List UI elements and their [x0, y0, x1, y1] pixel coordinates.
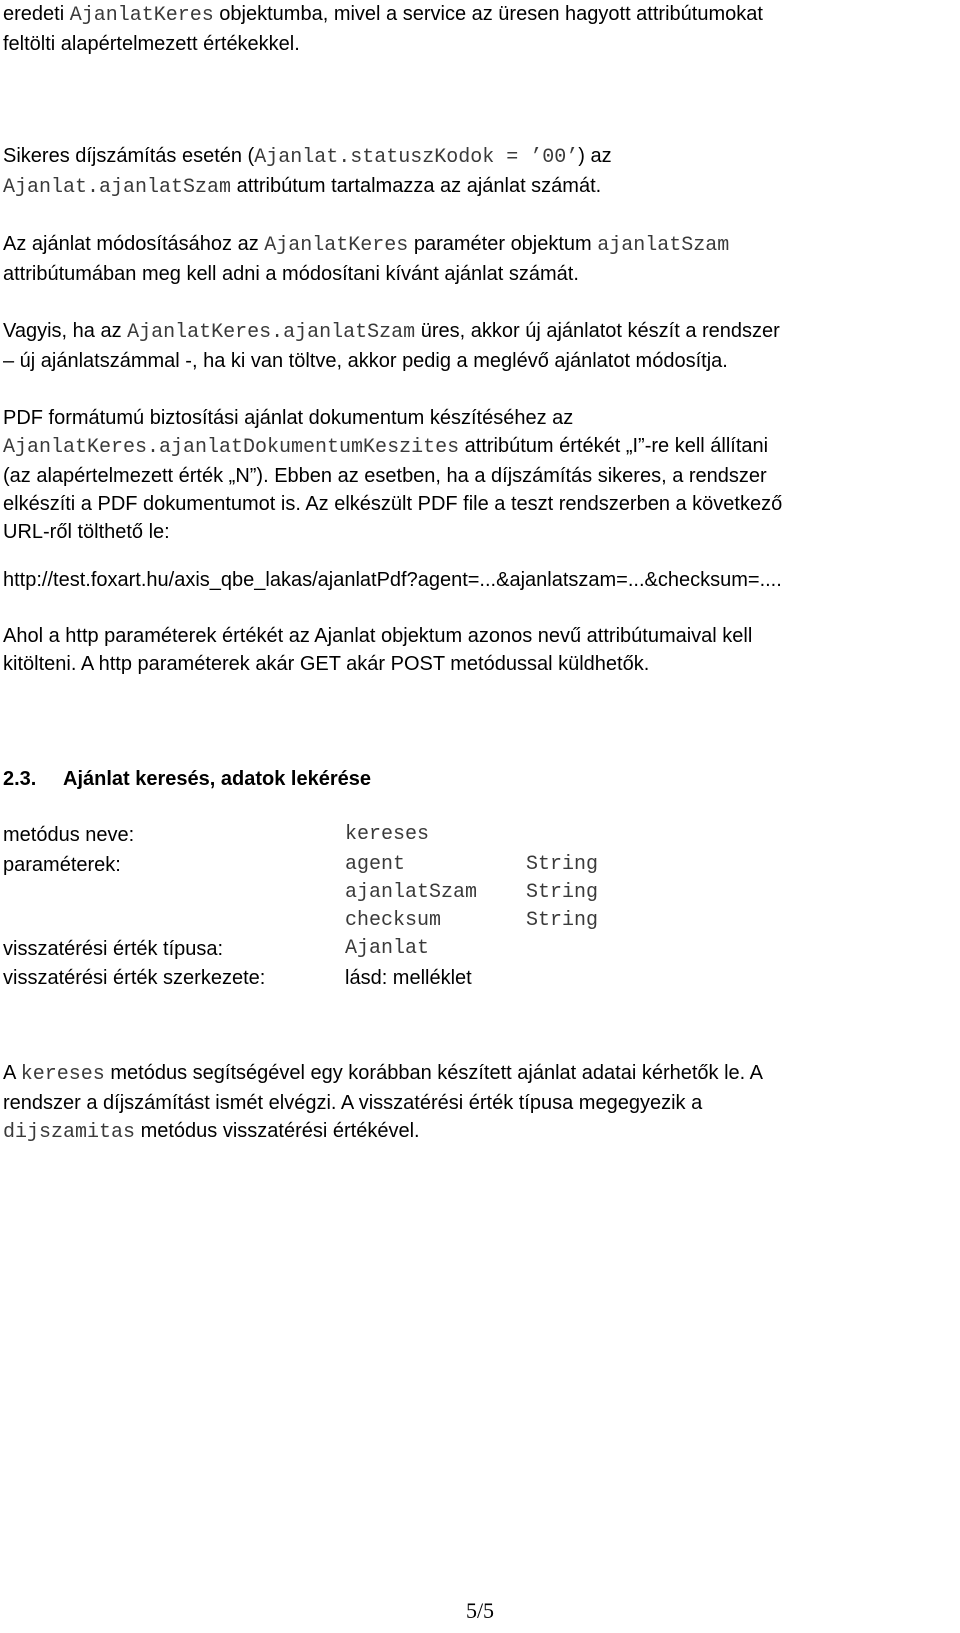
code-ajanlatdokumentumkeszites: AjanlatKeres.ajanlatDokumentumKeszites	[3, 436, 460, 459]
params-label: paraméterek:	[3, 854, 121, 876]
text: eredeti	[3, 3, 70, 25]
code-kereses: kereses	[20, 1063, 105, 1086]
code-ajanlatszam: ajanlatSzam	[597, 234, 730, 257]
text: Vagyis, ha az	[3, 320, 128, 342]
text: PDF formátumú biztosítási ajánlat dokumentum készítéséhez az	[3, 407, 574, 429]
param-type: String	[526, 881, 599, 904]
text: attribútum értékét „I”-re kell állítani	[459, 435, 769, 457]
text: ) az	[578, 145, 612, 167]
empty-number-paragraph	[3, 317, 953, 375]
return-type-label: visszatérési érték típusa:	[3, 938, 224, 960]
text: rendszer a díjszámítást ismét elvégzi. A visszatérési érték típusa megegyezik a	[3, 1092, 703, 1114]
text: kitölteni. A http paraméterek akár GET akár POST metódussal küldhetők.	[3, 653, 650, 675]
param-type: String	[526, 909, 599, 932]
return-struct-value: lásd: melléklet	[345, 967, 472, 989]
text: metódus segítségével egy korábban készített ajánlat adatai kérhetők le. A	[104, 1062, 763, 1084]
method-description-paragraph	[3, 1059, 953, 1147]
method-name-label: metódus neve:	[3, 824, 135, 846]
param-name: checksum	[345, 909, 442, 932]
modify-paragraph	[3, 230, 953, 288]
text: attribútum tartalmazza az ajánlat számát.	[231, 175, 602, 197]
text: feltölti alapértelmezett értékekkel.	[3, 33, 300, 55]
text: attribútumában meg kell adni a módosítani kívánt ajánlat számát.	[3, 263, 579, 285]
return-type-value: Ajanlat	[345, 937, 430, 960]
url-text: http://test.foxart.hu/axis_qbe_lakas/ajanlatPdf?agent=...&ajanlatszam=...&checksum=....	[3, 569, 782, 591]
section-heading	[3, 765, 371, 793]
param-type: String	[526, 853, 599, 876]
intro-paragraph	[3, 0, 953, 58]
text: paraméter objektum	[408, 233, 598, 255]
code-statuszkodok: Ajanlat.statuszKodok = ’00’	[254, 146, 579, 169]
success-paragraph	[3, 142, 953, 202]
text: (az alapértelmezett érték „N”). Ebben az esetben, ha a díjszámítás sikeres, a rendszer	[3, 465, 767, 487]
pdf-paragraph	[3, 404, 953, 546]
text: elkészíti a PDF dokumentumot is. Az elkészült PDF file a teszt rendszerben a következő	[3, 493, 783, 515]
text: Ahol a http paraméterek értékét az Ajanlat objektum azonos nevű attribútumaival kell	[3, 625, 753, 647]
text: üres, akkor új ajánlatot készít a rendszer	[415, 320, 780, 342]
return-struct-label: visszatérési érték szerkezete:	[3, 967, 266, 989]
text: metódus visszatérési értékével.	[135, 1120, 420, 1142]
text: URL-ről tölthető le:	[3, 521, 170, 543]
code-dijszamitas: dijszamitas	[3, 1121, 136, 1144]
http-params-paragraph	[3, 622, 953, 678]
page-number: 5/5	[465, 1598, 495, 1623]
text: Az ajánlat módosításához az	[3, 233, 265, 255]
text: A	[3, 1062, 21, 1084]
text: – új ajánlatszámmal -, ha ki van töltve, akkor pedig a meglévő ajánlatot módosítja.	[3, 350, 728, 372]
code-ajanlatkeres: AjanlatKeres	[264, 234, 409, 257]
code-ajanlatkeres: AjanlatKeres	[69, 4, 214, 27]
section-title: Ajánlat keresés, adatok lekérése	[63, 768, 371, 790]
code-ajanlatszam: Ajanlat.ajanlatSzam	[3, 176, 232, 199]
text: Sikeres díjszámítás esetén (	[3, 145, 255, 167]
pdf-url	[3, 566, 953, 594]
text: objektumba, mivel a service az üresen hagyott attribútumokat	[213, 3, 763, 25]
code-ajanlatkeres-ajanlatszam: AjanlatKeres.ajanlatSzam	[127, 321, 416, 344]
param-name: ajanlatSzam	[345, 881, 478, 904]
param-name: agent	[345, 853, 406, 876]
method-name-value: kereses	[345, 823, 430, 846]
section-number: 2.3.	[3, 768, 37, 790]
